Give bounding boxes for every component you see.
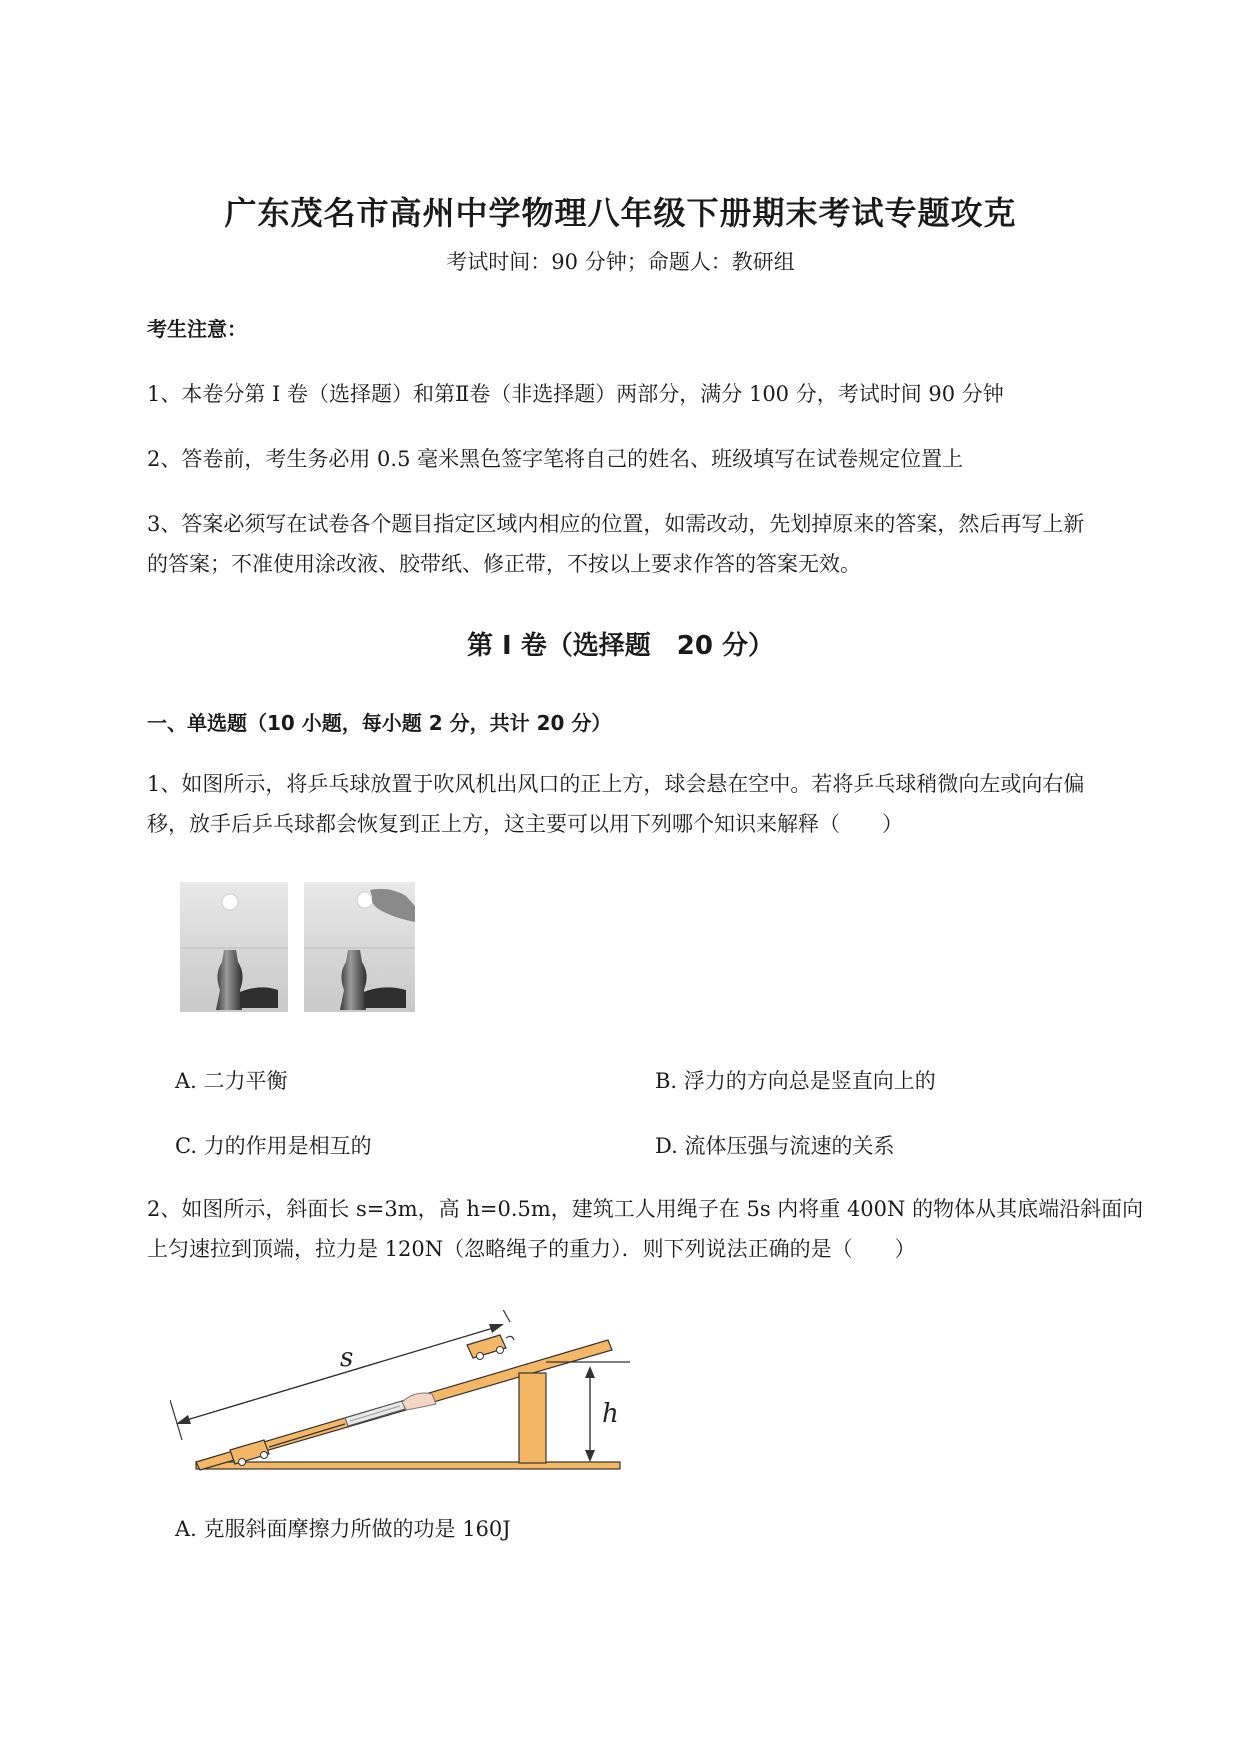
box-top [467, 1335, 514, 1360]
section-title: 第 I 卷（选择题 20 分） [466, 631, 774, 661]
hand [402, 1393, 436, 1410]
q1-option-b[interactable]: B. 浮力的方向总是竖直向上的 [655, 1069, 936, 1093]
q1-option-c[interactable]: C. 力的作用是相互的 [175, 1134, 372, 1158]
notice-item: 1、本卷分第 I 卷（选择题）和第Ⅱ卷（非选择题）两部分，满分 100 分，考试时间 90 分钟 [147, 382, 1004, 406]
inclined-plane-figure [170, 1310, 640, 1480]
support-post [519, 1373, 546, 1463]
photo-left [180, 882, 288, 1012]
exam-subtitle: 考试时间：90 分钟；命题人：教研组 [446, 250, 795, 274]
length-label: s [340, 1343, 354, 1373]
question-2-text: 上匀速拉到顶端，拉力是 120N（忽略绳子的重力）．则下列说法正确的是（ ） [147, 1237, 916, 1261]
notice-heading: 考生注意： [147, 317, 247, 341]
height-label: h [602, 1399, 619, 1429]
q2-option-a[interactable]: A. 克服斜面摩擦力所做的功是 160J [175, 1517, 511, 1541]
notice-item: 的答案；不准使用涂改液、胶带纸、修正带，不按以上要求作答的答案无效。 [147, 552, 861, 576]
question-1-text: 1、如图所示，将乒乓球放置于吹风机出风口的正上方，球会悬在空中。若将乒乓球稍微向左或向右偏 [147, 772, 1085, 796]
ground-board [196, 1462, 620, 1469]
q1-option-d[interactable]: D. 流体压强与流速的关系 [655, 1134, 895, 1158]
notice-item: 3、答案必须写在试卷各个题目指定区域内相应的位置，如需改动，先划掉原来的答案，然后再写上新 [147, 512, 1085, 536]
notice-item: 2、答卷前，考生务必用 0.5 毫米黑色签字笔将自己的姓名、班级填写在试卷规定位置上 [147, 447, 964, 471]
photo-right [304, 882, 415, 1012]
q1-option-a[interactable]: A. 二力平衡 [175, 1069, 288, 1093]
exam-title: 广东茂名市高州中学物理八年级下册期末考试专题攻克 [224, 194, 1017, 232]
question-2-text: 2、如图所示，斜面长 s=3m，高 h=0.5m，建筑工人用绳子在 5s 内将重 400N 的物体从其底端沿斜面向 [147, 1197, 1144, 1221]
question-1-text: 移，放手后乒乓球都会恢复到正上方，这主要可以用下列哪个知识来解释（ ） [147, 812, 903, 836]
part-heading: 一、单选题（10 小题，每小题 2 分，共计 20 分） [147, 711, 612, 735]
hair-dryer-ball-figure [180, 882, 415, 1012]
